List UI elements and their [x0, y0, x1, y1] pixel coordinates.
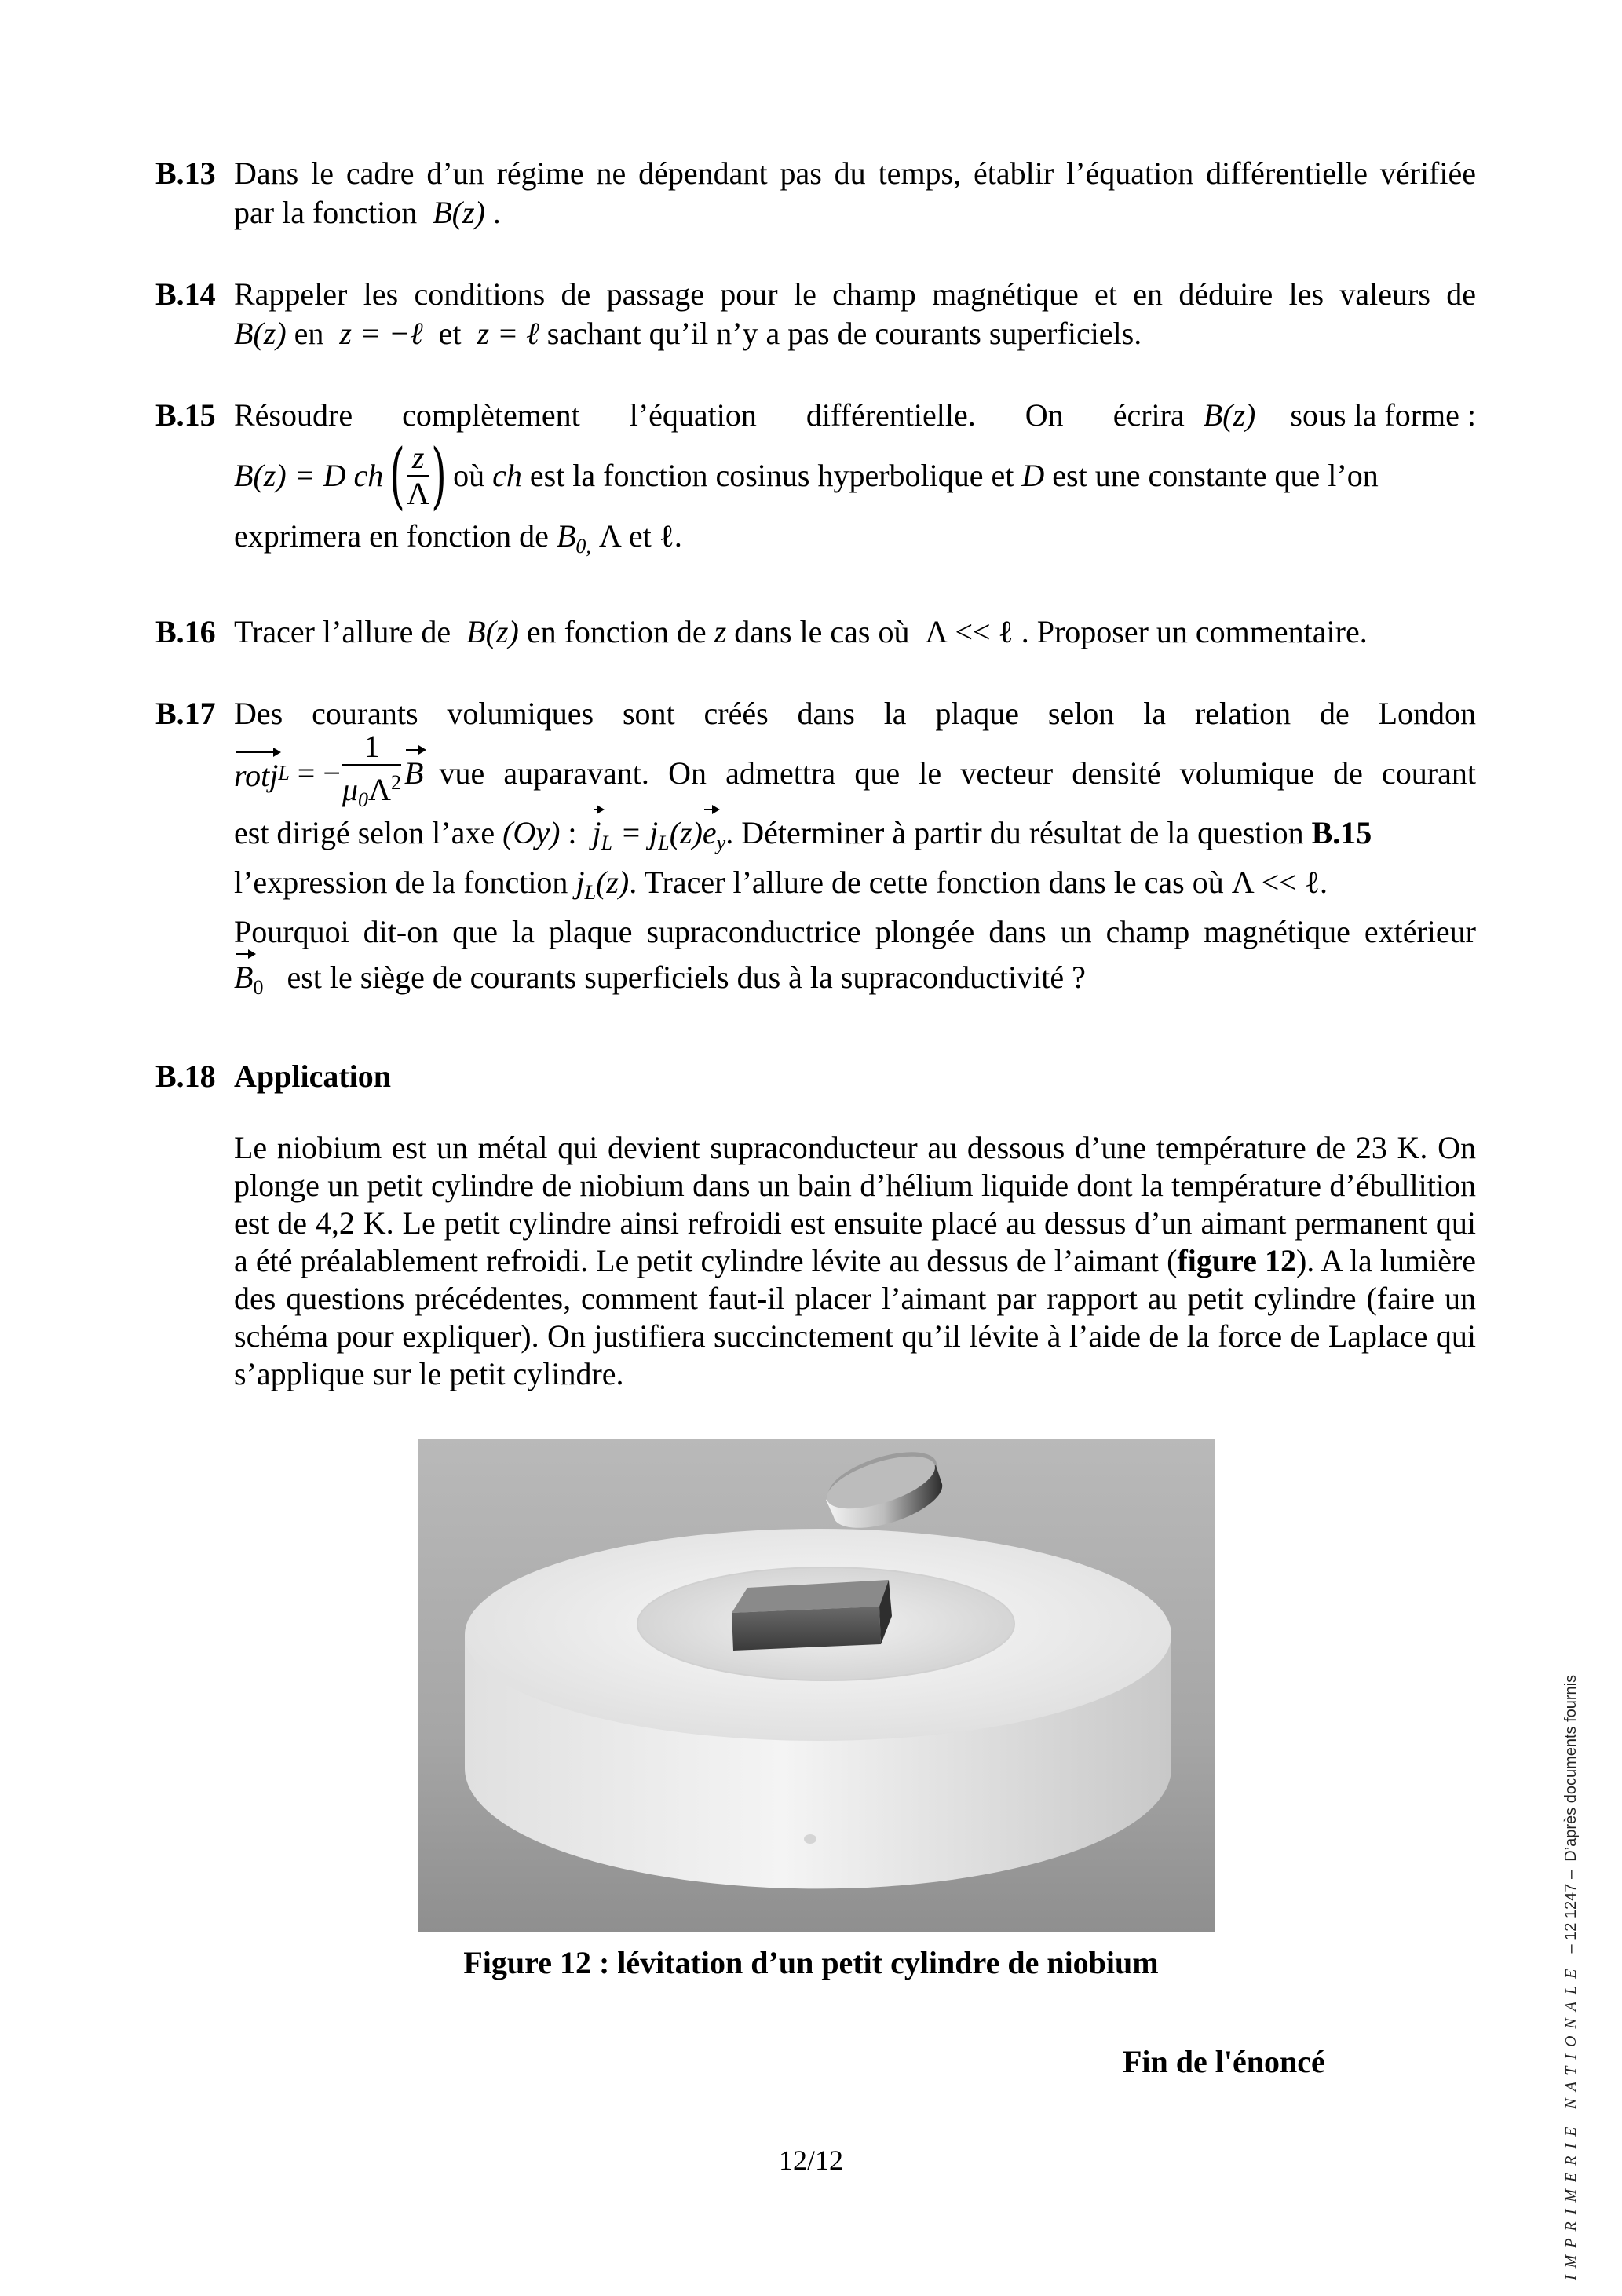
math-expression: z = −ℓ — [339, 316, 423, 351]
document-code: – 12 1247 – — [1562, 1870, 1580, 1954]
question-text: : — [568, 815, 577, 850]
question-text: Rappeler les conditions de passage pour le champ magnétique et en déduire les valeurs de — [234, 276, 1476, 312]
question-text: sous la forme : — [1290, 397, 1476, 433]
math-expression: D — [1021, 458, 1045, 493]
question-text: et — [438, 316, 462, 351]
question-number: B.18 — [155, 1058, 216, 1094]
fraction-denominator: Λ — [407, 476, 430, 511]
question-b13: B.13 Dans le cadre d’un régime ne dépendant pas du temps, établir l’équation différentielle vérifiée par la fonction B(z) . — [155, 155, 1476, 230]
math-expression: (z) — [669, 815, 703, 850]
math-expression: B(z) — [234, 316, 287, 351]
end-of-statement: Fin de l'énoncé — [1123, 2044, 1325, 2079]
math-subscript: y — [716, 832, 726, 854]
question-text: . Déterminer à partir du résultat de la question — [725, 815, 1304, 850]
math-expression: z — [714, 614, 727, 649]
question-text: Pourquoi dit-on que la plaque supraconductrice plongée dans un champ magnétique extérieur — [234, 914, 1476, 949]
question-b14 — [155, 275, 1476, 353]
question-number: B.14 — [155, 276, 216, 312]
fraction-numerator: 1 — [342, 729, 401, 766]
math-expression: B(z) — [1203, 397, 1256, 433]
math-expression: Λ << ℓ — [925, 614, 1014, 649]
math-subscript: 0, — [575, 535, 591, 558]
math-expression: B(z) — [466, 614, 519, 649]
figure-reference: figure 12 — [1177, 1243, 1296, 1278]
question-number: B.16 — [155, 614, 216, 649]
question-text: est le siège de courants superficiels dus à la supraconductivité ? — [287, 960, 1086, 995]
question-text: Résoudre complètement l’équation différentielle. On écrira — [234, 397, 1185, 433]
question-text: par la fonction — [234, 195, 418, 230]
math-expression: ch — [492, 458, 522, 493]
math-expression: (Oy) — [502, 815, 561, 850]
question-text: Des courants volumiques sont créés dans la plaque selon la relation de London — [234, 696, 1476, 731]
math-expression: B(z) — [433, 195, 485, 230]
section-title: Application — [234, 1058, 392, 1094]
question-text: est dirigé selon l’axe — [234, 815, 495, 850]
math-expression: (z) — [596, 865, 630, 900]
fraction — [407, 441, 429, 511]
left-paren: ( — [389, 433, 406, 517]
fraction — [342, 729, 401, 817]
page-number: 12/12 — [778, 2144, 843, 2176]
question-text: est la fonction cosinus hyperbolique et — [529, 458, 1014, 493]
question-text: Tracer l’allure de — [234, 614, 451, 649]
question-b17 — [155, 694, 1476, 1007]
math-expression: Λ << ℓ. — [1231, 865, 1328, 900]
source-note: D’après documents fournis — [1562, 1674, 1580, 1862]
fraction-numerator: z — [407, 441, 429, 477]
question-text: vue auparavant. On admettra que le vecteur densité volumique de courant — [439, 755, 1476, 791]
math-expression: = − — [297, 755, 341, 791]
question-text: Dans le cadre d’un régime ne dépendant pas du temps, établir l’équation différentielle vérifiée — [234, 155, 1476, 191]
question-number: B.15 — [155, 397, 216, 433]
question-text: est une constante que l’on — [1052, 458, 1379, 493]
printer-side-note — [1562, 1675, 1580, 2280]
question-text: . Tracer l’allure de cette fonction dans le cas où — [629, 865, 1224, 900]
math-subscript: L — [658, 832, 670, 854]
question-text: exprimera en fonction de — [234, 518, 549, 554]
question-number: B.13 — [155, 155, 216, 191]
question-b16 — [155, 612, 1476, 652]
levitation-illustration — [418, 1439, 1215, 1932]
math-expression: z = ℓ — [477, 316, 539, 351]
math-subscript: L — [601, 832, 613, 854]
math-expression: B(z) = D ch — [234, 458, 384, 493]
math-subscript: 0 — [253, 976, 264, 999]
question-text: où — [453, 458, 485, 493]
math-expression: B — [556, 518, 576, 554]
question-number: B.17 — [155, 696, 216, 731]
question-text: en fonction de — [526, 614, 707, 649]
fraction-denominator: $\mu_0\Lambda^2$ — [342, 771, 402, 811]
math-expression: j — [575, 865, 585, 900]
question-text: dans le cas où — [734, 614, 910, 649]
question-text: sachant qu’il n’y a pas de courants superficiels. — [546, 316, 1142, 351]
math-expression: = j — [620, 815, 659, 850]
question-text: Λ et ℓ. — [598, 518, 682, 554]
math-subscript: L — [278, 762, 290, 784]
question-text: . Proposer un commentaire. — [1021, 614, 1368, 649]
question-reference: B.15 — [1311, 815, 1372, 850]
right-paren: ) — [431, 433, 448, 517]
j-vector: j — [593, 813, 601, 853]
figure-caption: Figure 12 : lévitation d’un petit cylindre de niobium — [463, 1945, 1159, 1980]
question-text: en — [294, 316, 324, 351]
question-b18 — [155, 1057, 1476, 1393]
question-text: l’expression de la fonction — [234, 865, 568, 900]
math-subscript: L — [584, 881, 597, 904]
rot-vector: rotj — [234, 756, 278, 795]
printer-name: IMPRIMERIE NATIONALE — [1562, 1961, 1580, 2280]
application-paragraph: Le niobium est un métal qui devient supraconducteur au dessous d’une température de 23 K. On plonge un petit cylindre de niobium dans un bain d’hélium liquide dont la température d’ébullition est de 4,2 K. Le petit cylindre ainsi refroidi est ensuite placé au dessus d’un aimant permanent qui a été préalablement refroidi. Le petit cylindre lévite au dessus de l’aimant (figure 12). A la lumière des questions précédentes, comment faut-il placer l’aimant par rapport au petit cylindre (faire un schéma pour expliquer). On justifiera succinctement qu’il lévite à l’aide de la force de Laplace qui s’applique sur le petit cylindre. — [234, 1130, 1477, 1391]
e-vector: e — [703, 813, 717, 853]
levitation-photo — [418, 1439, 1215, 1932]
b0-vector: B — [234, 958, 253, 997]
question-b15 — [155, 396, 1476, 566]
b-vector: B — [404, 754, 423, 793]
